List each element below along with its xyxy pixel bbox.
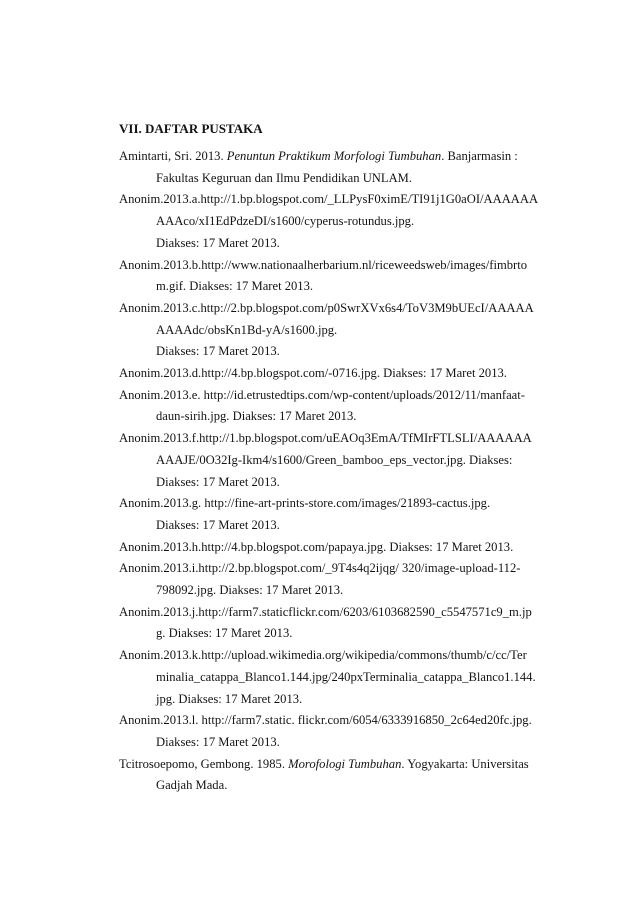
- reference-line: Anonim.2013.j.http://farm7.staticflickr.com/6203/6103682590_c5547571c9_m.jp: [119, 604, 532, 619]
- reference-line: Anonim.2013.k.http://upload.wikimedia.org/wikipedia/commons/thumb/c/cc/Ter: [119, 648, 527, 663]
- reference-line-continuation: Diakses: 17 Maret 2013.: [156, 344, 280, 359]
- reference-text: Tcitrosoepomo, Gembong. 1985.: [119, 756, 289, 771]
- reference-line: Anonim.2013.e. http://id.etrustedtips.com/wp-content/uploads/2012/11/manfaat-: [119, 387, 525, 402]
- reference-text: Amintarti, Sri. 2013.: [119, 149, 227, 163]
- reference-line-continuation: minalia_catappa_Blanco1.144.jpg/240pxTerminalia_catappa_Blanco1.144.: [156, 669, 536, 684]
- reference-line-continuation: g. Diakses: 17 Maret 2013.: [156, 626, 293, 641]
- reference-line-continuation: Diakses: 17 Maret 2013.: [156, 235, 280, 250]
- reference-line: Anonim.2013.l. http://farm7.static. flickr.com/6054/6333916850_2c64ed20fc.jpg.: [119, 713, 532, 728]
- reference-line: Anonim.2013.b.http://www.nationaalherbarium.nl/riceweedsweb/images/fimbrto: [119, 257, 528, 272]
- reference-line-continuation: AAAJE/0O32Ig-Ikm4/s1600/Green_bamboo_eps_vector.jpg. Diakses:: [156, 452, 513, 467]
- reference-line-continuation: jpg. Diakses: 17 Maret 2013.: [156, 691, 303, 706]
- reference-line: Anonim.2013.i.http://2.bp.blogspot.com/_9T4s4q2ijqg/ 320/image-upload-112-: [119, 561, 521, 576]
- reference-line: [119, 755, 529, 773]
- reference-line-continuation: Fakultas Keguruan dan Ilmu Pendidikan UNLAM.: [156, 170, 413, 185]
- reference-line-continuation: AAAAdc/obsKn1Bd-yA/s1600.jpg.: [156, 322, 338, 337]
- reference-line: [119, 147, 518, 165]
- reference-line-continuation: daun-sirih.jpg. Diakses: 17 Maret 2013.: [156, 409, 357, 424]
- reference-line: Anonim.2013.a.http://1.bp.blogspot.com/_LLPysF0ximE/TI91j1G0aOI/AAAAAA: [119, 192, 539, 207]
- reference-line-continuation: 798092.jpg. Diakses: 17 Maret 2013.: [156, 583, 344, 597]
- reference-line-continuation: Diakses: 17 Maret 2013.: [156, 517, 280, 532]
- reference-line-continuation: Gadjah Mada.: [156, 778, 228, 793]
- reference-text: . Banjarmasin :: [441, 149, 518, 163]
- reference-line-continuation: m.gif. Diakses: 17 Maret 2013.: [156, 279, 314, 294]
- reference-title: Morofologi Tumbuhan: [288, 756, 402, 771]
- reference-line: Anonim.2013.h.http://4.bp.blogspot.com/papaya.jpg. Diakses: 17 Maret 2013.: [119, 539, 514, 554]
- reference-line-continuation: Diakses: 17 Maret 2013.: [156, 474, 280, 489]
- reference-line-continuation: AAAco/xI1EdPdzeDI/s1600/cyperus-rotundus.jpg.: [156, 214, 415, 229]
- reference-line: Anonim.2013.f.http://1.bp.blogspot.com/uEAOq3EmA/TfMIrFTLSLI/AAAAAA: [119, 431, 532, 446]
- reference-line: Anonim.2013.g. http://fine-art-prints-store.com/images/21893-cactus.jpg.: [119, 496, 491, 511]
- reference-title: Penuntun Praktikum Morfologi Tumbuhan: [226, 149, 442, 163]
- section-heading: VII. DAFTAR PUSTAKA: [119, 121, 263, 136]
- reference-line-continuation: Diakses: 17 Maret 2013.: [156, 734, 280, 749]
- reference-line: Anonim.2013.d.http://4.bp.blogspot.com/-0716.jpg. Diakses: 17 Maret 2013.: [119, 366, 507, 380]
- reference-line: Anonim.2013.c.http://2.bp.blogspot.com/p0SwrXVx6s4/ToV3M9bUEcI/AAAAA: [119, 300, 534, 315]
- reference-text: . Yogyakarta: Universitas: [401, 756, 529, 771]
